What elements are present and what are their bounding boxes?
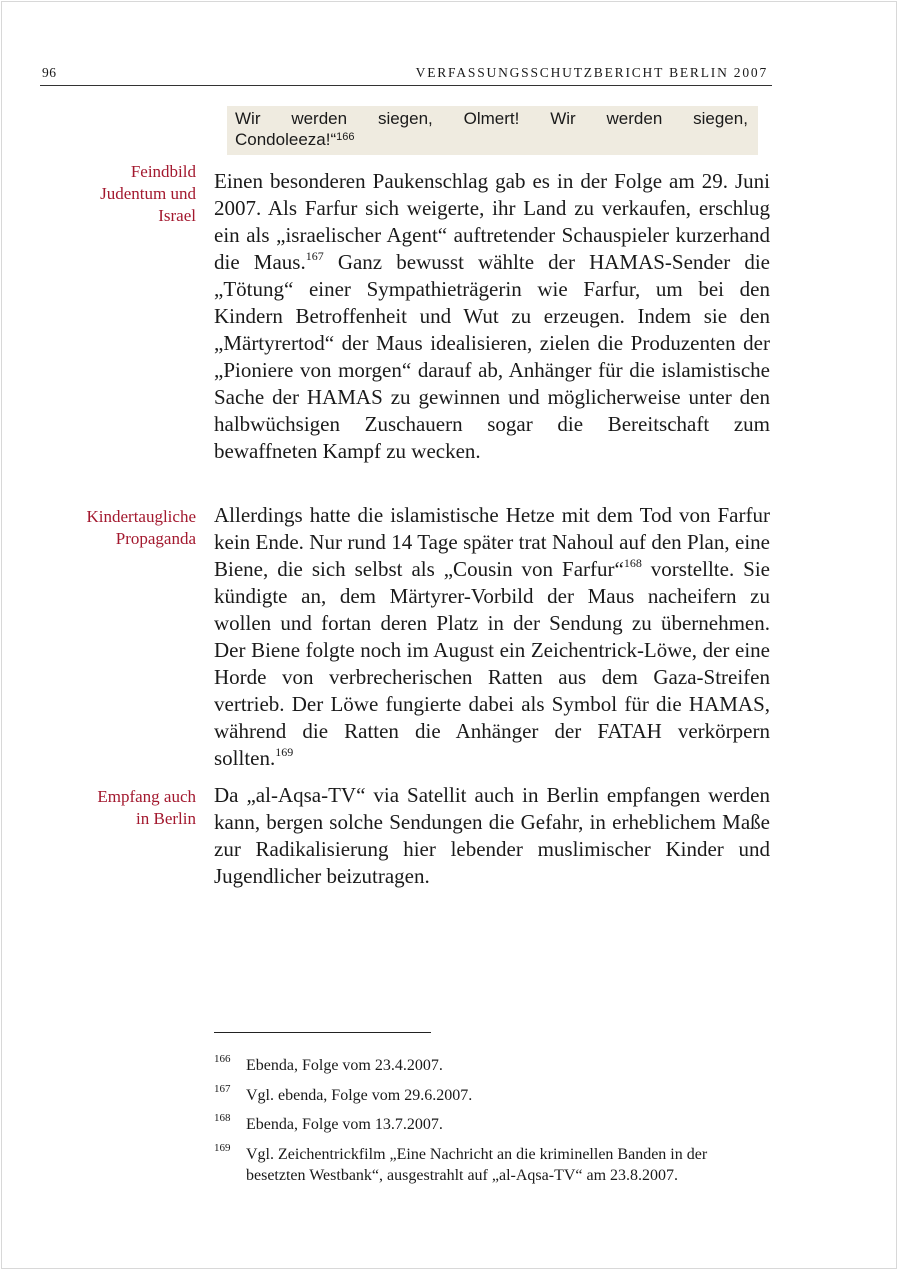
footnote-number: 167	[214, 1083, 231, 1095]
paragraph-3	[214, 782, 770, 890]
quote-word: werden	[606, 109, 663, 128]
quote-word: Wir	[235, 109, 261, 128]
footnote-number: 166	[214, 1053, 231, 1065]
footnote-ref-168: 168	[623, 556, 642, 570]
footnote-text: Vgl. ebenda, Folge vom 29.6.2007.	[246, 1087, 473, 1104]
running-title: VERFASSUNGSSCHUTZBERICHT BERLIN 2007	[415, 65, 768, 80]
quote-line-1	[235, 108, 748, 129]
margin-note-line: Propaganda	[115, 529, 196, 548]
footnote-number: 169	[214, 1142, 231, 1154]
margin-note-line: Empfang auch	[97, 787, 196, 806]
footnote-ref-167: 167	[305, 249, 324, 263]
margin-note-line: Israel	[158, 206, 196, 225]
page-number: 96	[42, 65, 57, 80]
paragraph-text: Allerdings hatte die islamistische Hetze mit dem Tod von Farfur kein Ende. Nur rund 14 Tage später trat Nahoul auf den Plan, eine Biene, die sich selbst als „Cousin von Farfur“	[214, 503, 770, 581]
paragraph-text: Ganz bewusst wählte der HAMAS-Sender die „Tötung“ einer Sympathieträgerin wie Farfur, um bei den Kindern Betroffenheit und Wut zu erzeugen. Indem sie den „Märtyrertod“ der Maus idealisieren, zielen die Produzenten der „Pioniere von morgen“ darauf ab, Anhänger für die islamistische Sache der HAMAS zu gewinnen und möglicherweise unter den halbwüchsigen Zuschauern sogar die Bereitschaft zum bewaffneten Kampf zu wecken.	[214, 250, 770, 463]
quote-word: Wir	[550, 109, 576, 128]
paragraph-2	[214, 502, 770, 772]
quote-box	[227, 106, 758, 155]
footnote-separator	[214, 1032, 431, 1033]
footnote-ref-169: 169	[275, 745, 294, 759]
footnote-text: Ebenda, Folge vom 23.4.2007.	[246, 1057, 443, 1074]
margin-note-empfang	[40, 786, 196, 830]
quote-word: siegen,	[693, 109, 748, 128]
footnote-ref-166: 166	[336, 131, 355, 143]
quote-line-2	[235, 129, 748, 150]
footnote-169	[214, 1144, 770, 1186]
footnote-168	[214, 1114, 770, 1135]
paragraph-text: Einen besonderen Paukenschlag gab es in der Folge am 29. Juni 2007. Als Farfur sich weigerte, ihr Land zu verkaufen, erschlug ein als „israelischer Agent“ auftretender Schauspieler kurzerhand die Maus.	[214, 169, 770, 274]
footnote-166	[214, 1055, 770, 1076]
margin-note-line: in Berlin	[136, 809, 196, 828]
margin-note-line: Kindertaugliche	[86, 507, 196, 526]
quote-line-2-text: Condoleeza!“	[235, 130, 337, 149]
margin-note-kindertaugliche	[40, 506, 196, 550]
footnote-number: 168	[214, 1112, 231, 1124]
margin-note-feindbild	[40, 161, 196, 227]
quote-word: siegen,	[377, 109, 433, 128]
paragraph-text: vorstellte. Sie kündigte an, dem Märtyrer-Vorbild der Maus nacheifern zu wollen und fortan deren Platz in der Sendung zu übernehmen. Der Biene folgte noch im August ein Zeichentrick-Löwe, der eine Horde von verbrecherischen Ratten aus dem Gaza-Streifen vertrieb. Der Löwe fungierte dabei als Symbol für die HAMAS, während die Ratten die Anhänger der FATAH verkörpern sollten.	[214, 557, 771, 770]
margin-note-line: Judentum und	[100, 184, 196, 203]
footnote-text: Vgl. Zeichentrickfilm „Eine Nachricht an die kriminellen Banden in der besetzten Westbank“, ausgestrahlt auf „al-Aqsa-TV“ am 23.8.2007.	[246, 1146, 708, 1184]
quote-word: werden	[291, 109, 348, 128]
quote-word: Olmert!	[463, 109, 520, 128]
footnote-text: Ebenda, Folge vom 13.7.2007.	[246, 1116, 443, 1133]
footnote-167	[214, 1085, 770, 1106]
paragraph-1	[214, 168, 770, 465]
running-header	[40, 63, 772, 86]
paragraph-text: Da „al-Aqsa-TV“ via Satellit auch in Berlin empfangen werden kann, bergen solche Sendungen die Gefahr, in erheblichem Maße zur Radikalisierung hier lebender muslimischer Kinder und Jugendlicher beizutragen.	[214, 783, 770, 888]
margin-note-line: Feindbild	[130, 162, 196, 181]
